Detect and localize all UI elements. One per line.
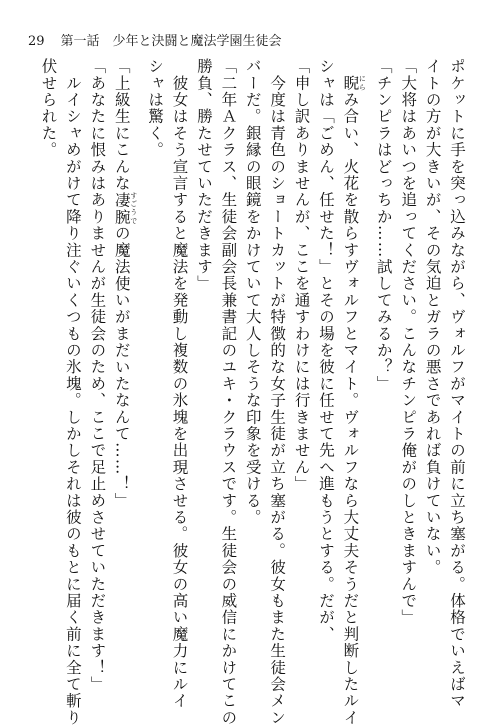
text-line: 「申し訳ありませんが、ここを通すわけには行きません」 bbox=[292, 58, 311, 493]
ruby-annotation: 睨 にら bbox=[341, 74, 367, 92]
text-line: 勝負、勝たせていただきます」 bbox=[194, 58, 213, 292]
text-line: 彼女はそう宣言すると魔法を発動し複数の氷塊を出現させる。彼女の高い魔力にルイ bbox=[170, 58, 189, 710]
text-line: 「二年Ａクラス、生徒会副会長兼書記のユキ・クラウスです。生徒会の威信にかけてこの bbox=[219, 58, 238, 726]
page-number: 29 bbox=[28, 34, 45, 49]
ruby-annotation: 凄腕 すごうで bbox=[112, 191, 138, 226]
text-line: 睨 にらみ合い、火花を散らすヴォルフとマイト。ヴォルフなら大丈夫そうだと判断したルイ bbox=[341, 74, 367, 726]
vertical-text-body bbox=[39, 58, 466, 726]
ruby-reading: にら bbox=[358, 74, 367, 92]
text-line: 「あなたに恨みはありませんが生徒会のため、ここで足止めさせていただきます！」 bbox=[88, 58, 107, 693]
text-line: ルイシャめがけて降り注ぐいくつもの氷塊。しかしそれは彼のもとに届く前に全て斬り bbox=[63, 58, 82, 726]
text-line: バーだ。銀縁の眼鏡をかけていて大人しそうな印象を受ける。 bbox=[243, 58, 262, 526]
text-line: シャは驚く。 bbox=[146, 58, 165, 159]
running-title: 第一話 少年と決闘と魔法学園生徒会 bbox=[60, 34, 282, 49]
text-line: 「上級生にこんな凄腕 すごうでの魔法使いがまだいたなんて……！」 bbox=[112, 58, 138, 509]
page-header bbox=[28, 30, 282, 49]
text-line: 「チンピラはどっちか……試してみるか？」 bbox=[374, 58, 393, 392]
text-line: 今度は青色のショートカットが特徴的な女子生徒が立ち塞がる。彼女もまた生徒会メン bbox=[268, 58, 287, 726]
text-line: ポケットに手を突っ込みながら、ヴォルフがマイトの前に立ち塞がる。体格でいえばマ bbox=[448, 58, 466, 710]
text-line: イトの方が大きいが、その気迫とガラの悪さであれば負けていない。 bbox=[423, 58, 442, 576]
text-line: 伏せられた。 bbox=[39, 58, 58, 159]
text-line: 「大将はあいつを追ってください。こんなチンピラ俺がのしときますんで」 bbox=[399, 58, 418, 626]
ruby-reading: すごうで bbox=[129, 191, 138, 225]
text-line: シャは「ごめん、任せた！」とその場を彼に任せて先へ進もうとする。だが、 bbox=[316, 58, 335, 643]
